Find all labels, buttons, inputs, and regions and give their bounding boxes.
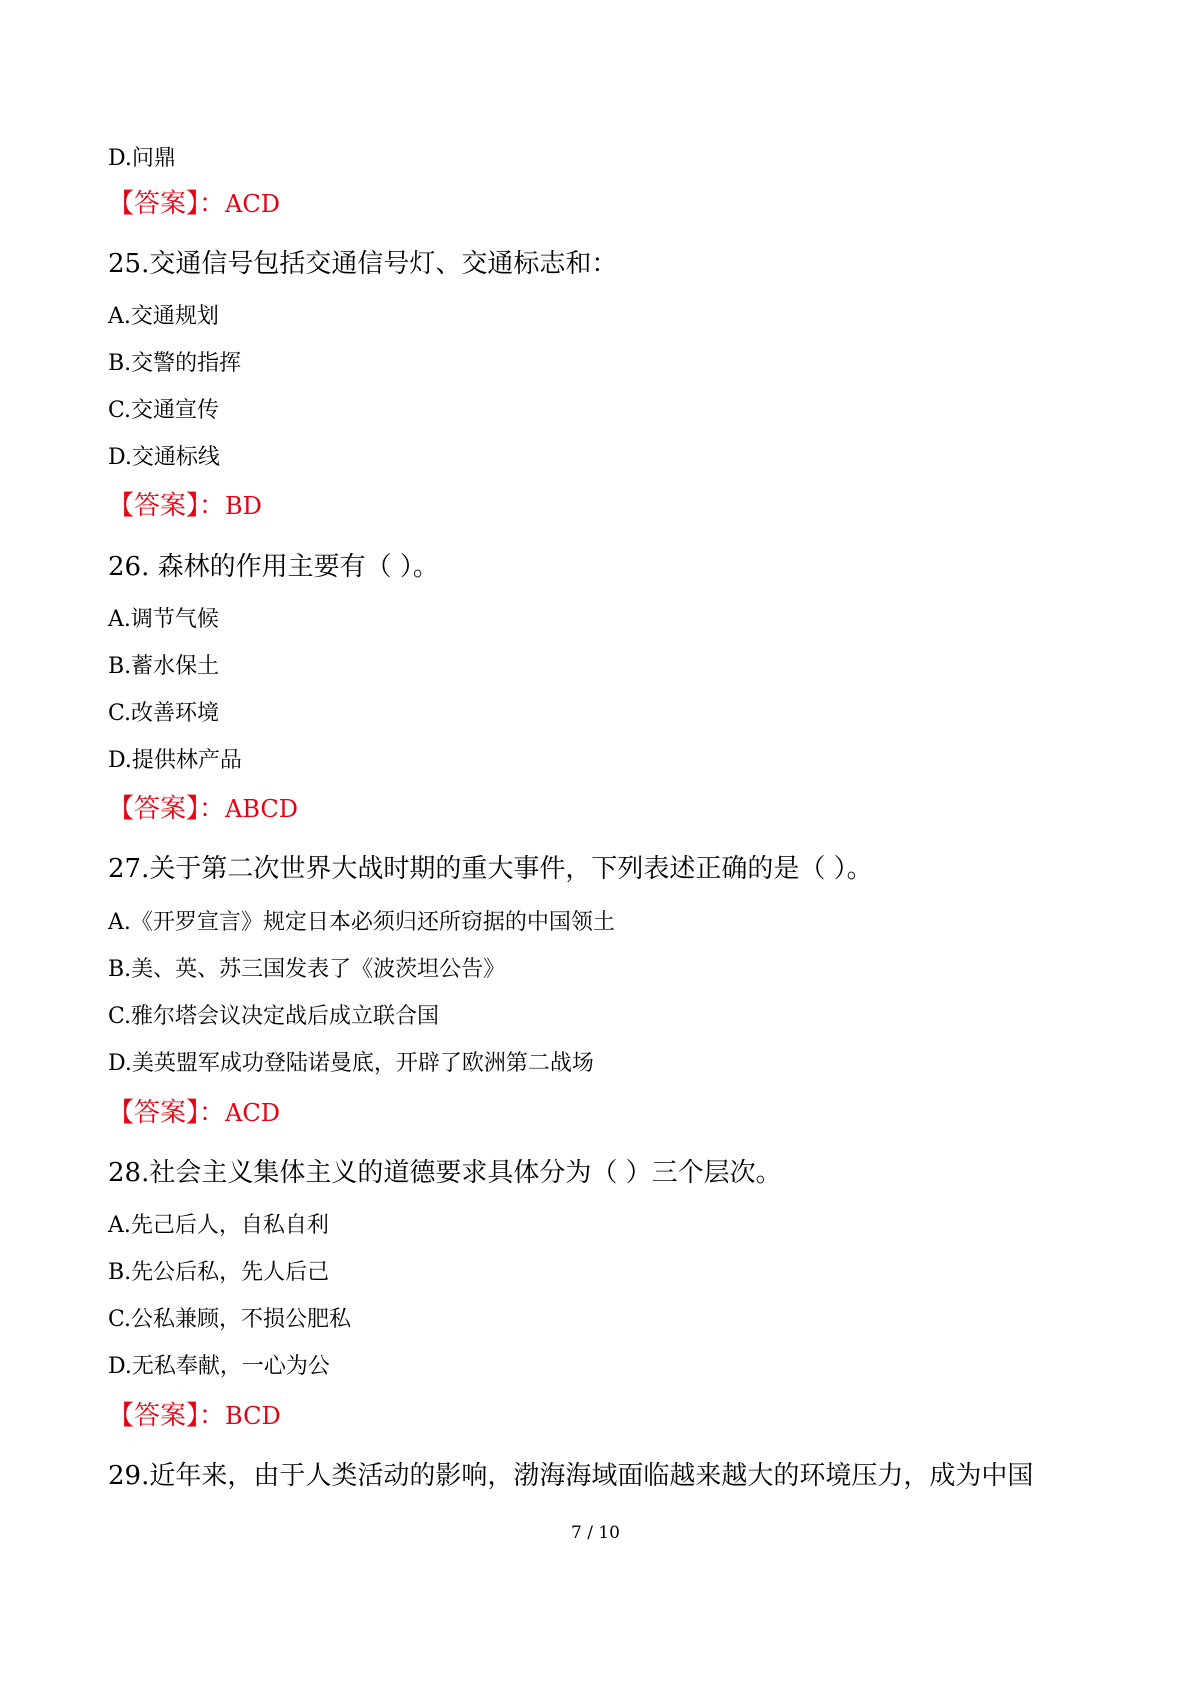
option-a: A.先己后人，自私自利 — [108, 1213, 329, 1238]
option-b: B.蓄水保土 — [108, 654, 220, 679]
answer-line — [108, 188, 280, 220]
answer-value: ACD — [225, 190, 280, 218]
option-a: A.交通规划 — [108, 304, 219, 329]
page-number: 7 / 10 — [571, 1523, 620, 1543]
option-d: D.问鼎 — [108, 146, 176, 171]
answer-label: 【答案】： — [108, 1401, 226, 1431]
question-25: 25.交通信号包括交通信号灯、交通标志和： — [108, 249, 618, 279]
option-c: C.交通宣传 — [108, 398, 220, 423]
option-d: D.美英盟军成功登陆诺曼底，开辟了欧洲第二战场 — [108, 1051, 594, 1076]
option-d: D.无私奉献，一心为公 — [108, 1354, 330, 1379]
question-27: 27.关于第二次世界大战时期的重大事件，下列表述正确的是（ ）。 — [108, 854, 873, 884]
question-26: 26. 森林的作用主要有（ ）。 — [108, 552, 439, 582]
answer-line — [108, 1400, 281, 1432]
option-a: A.调节气候 — [108, 607, 219, 632]
answer-line — [108, 1097, 280, 1129]
answer-label: 【答案】： — [108, 794, 226, 824]
option-b: B.先公后私，先人后己 — [108, 1260, 330, 1285]
question-29: 29.近年来，由于人类活动的影响，渤海海域面临越来越大的环境压力，成为中国 — [108, 1461, 1034, 1491]
option-c: C.公私兼顾，不损公肥私 — [108, 1307, 352, 1332]
answer-label: 【答案】： — [108, 1098, 226, 1128]
answer-value: BCD — [225, 1402, 281, 1430]
option-b: B.交警的指挥 — [108, 351, 242, 376]
answer-value: ABCD — [225, 795, 299, 823]
option-d: D.提供林产品 — [108, 748, 242, 773]
answer-label: 【答案】： — [108, 491, 226, 521]
answer-value: BD — [225, 492, 262, 520]
answer-label: 【答案】： — [108, 189, 226, 219]
answer-line — [108, 793, 298, 825]
option-b: B.美、英、苏三国发表了《波茨坦公告》 — [108, 957, 506, 982]
question-28: 28.社会主义集体主义的道德要求具体分为（ ）三个层次。 — [108, 1158, 782, 1188]
option-c: C.雅尔塔会议决定战后成立联合国 — [108, 1004, 440, 1029]
answer-value: ACD — [225, 1099, 280, 1127]
option-c: C.改善环境 — [108, 701, 220, 726]
option-a: A.《开罗宣言》规定日本必须归还所窃据的中国领土 — [108, 910, 615, 935]
answer-line — [108, 490, 262, 522]
option-d: D.交通标线 — [108, 445, 220, 470]
